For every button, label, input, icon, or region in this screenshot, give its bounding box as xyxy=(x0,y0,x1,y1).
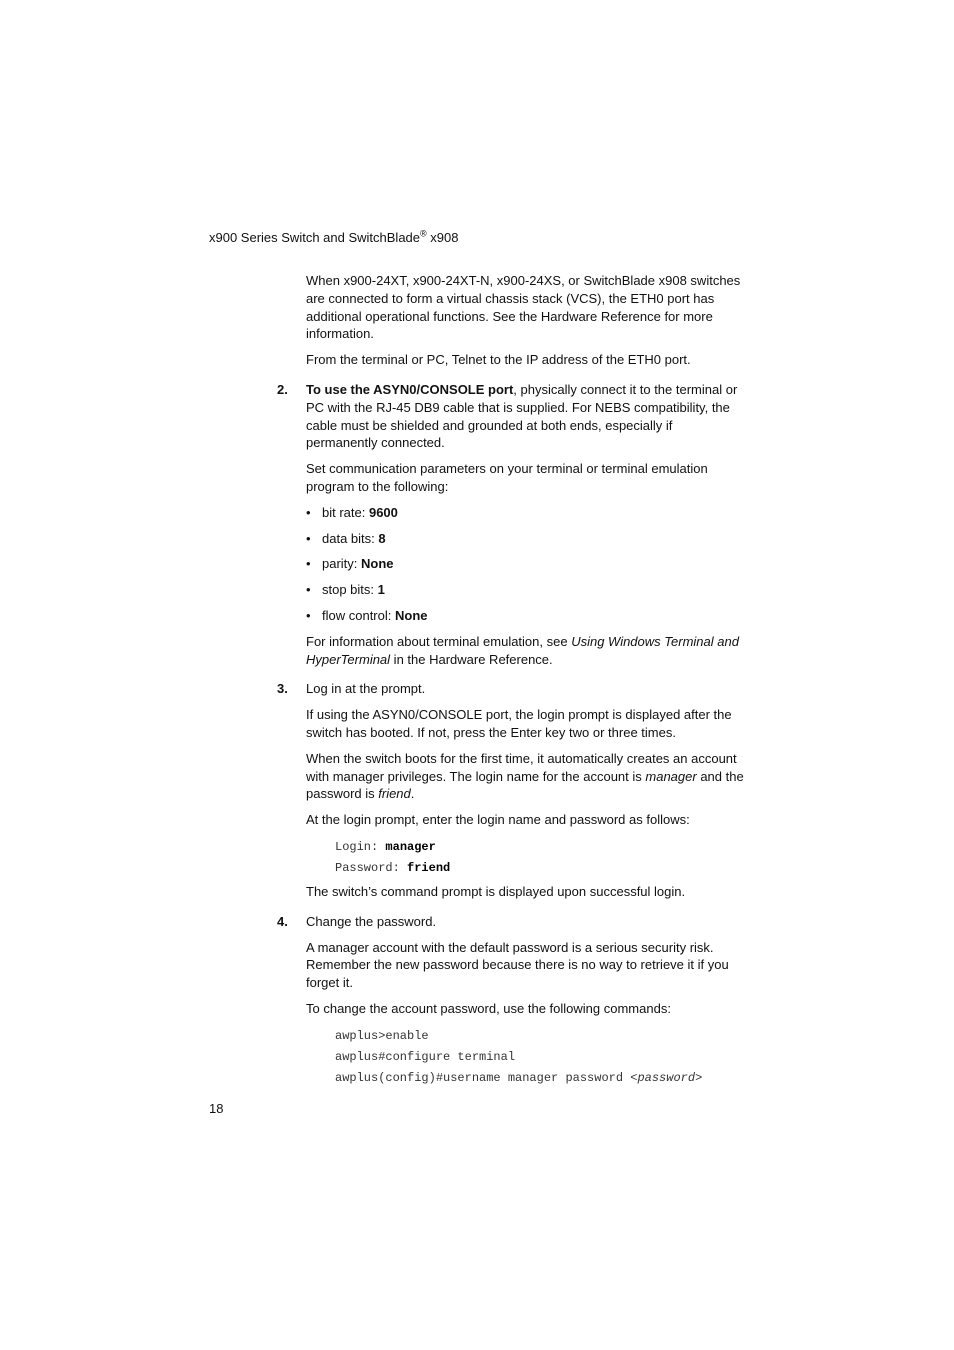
param-label: parity: xyxy=(322,556,362,572)
step-2-number: 2. xyxy=(277,381,288,397)
step-3-login-instruction: At the login prompt, enter the login name and password as follows: xyxy=(306,812,690,828)
code-line-password: Password: friend xyxy=(335,860,451,875)
list-item xyxy=(306,581,746,599)
reference-title: Using Windows Terminal and HyperTerminal xyxy=(306,633,739,667)
list-item xyxy=(306,504,746,522)
param-value: None xyxy=(394,607,428,623)
code-line-enable: awplus>enable xyxy=(335,1028,429,1043)
login-code-block xyxy=(335,837,746,879)
code-line-configure: awplus#configure terminal xyxy=(335,1049,516,1064)
step-4 xyxy=(277,913,746,1089)
param-label: bit rate: xyxy=(322,504,369,520)
terminal-emulation-note: For information about terminal emulation, see Using Windows Terminal and HyperTerminal in the Hardware Reference. xyxy=(306,633,739,667)
password-code-block xyxy=(335,1026,746,1089)
default-password: friend xyxy=(378,786,411,802)
step-3-number: 3. xyxy=(277,681,288,697)
param-value: None xyxy=(361,556,394,572)
step-2 xyxy=(277,381,746,668)
list-item xyxy=(306,555,746,573)
bullet-icon: • xyxy=(306,556,311,572)
step-3-success-note: The switch’s command prompt is displayed upon successful login. xyxy=(306,883,686,899)
step-2-comm-params: Set communication parameters on your terminal or terminal emulation program to the following: xyxy=(306,461,708,494)
running-header xyxy=(209,229,458,247)
default-login-name: manager xyxy=(645,768,697,784)
step-3 xyxy=(277,680,746,900)
intro-paragraph-telnet: From the terminal or PC, Telnet to the IP address of the ETH0 port. xyxy=(306,352,691,368)
bullet-icon: • xyxy=(306,530,311,546)
registered-mark: ® xyxy=(420,228,427,239)
param-value: 9600 xyxy=(368,504,398,520)
bullet-icon: • xyxy=(306,607,311,623)
step-4-title: Change the password. xyxy=(306,913,437,929)
list-item xyxy=(306,530,746,548)
param-value: 8 xyxy=(378,530,386,546)
step-4-security-warning: A manager account with the default password is a serious security risk. Remember the new password because there is no way to retrieve it if you forget it. xyxy=(306,939,729,991)
header-model: x908 xyxy=(426,230,459,245)
code-line-username: awplus(config)#username manager password <password> xyxy=(335,1070,703,1085)
param-label: flow control: xyxy=(322,607,395,623)
param-label: stop bits: xyxy=(322,582,378,598)
intro-paragraph-vcs: When x900-24XT, x900-24XT-N, x900-24XS, or SwitchBlade x908 switches are connected to form a virtual chassis stack (VCS), the ETH0 port has additional operational functions. See the Hardware Reference for more information. xyxy=(306,273,741,342)
param-value: 1 xyxy=(377,582,385,598)
step-4-commands-intro: To change the account password, use the following commands: xyxy=(306,1000,671,1016)
code-line-login: Login: manager xyxy=(335,839,436,854)
page-number: 18 xyxy=(209,1101,224,1116)
bullet-icon: • xyxy=(306,504,311,520)
bullet-icon: • xyxy=(306,582,311,598)
step-4-number: 4. xyxy=(277,913,288,929)
main-content xyxy=(277,272,746,1093)
comm-params-list xyxy=(306,504,746,625)
step-3-title: Log in at the prompt. xyxy=(306,681,426,697)
header-title: x900 Series Switch and SwitchBlade xyxy=(209,230,421,245)
step-2-rest: , physically connect it to the terminal or PC with the RJ-45 DB9 cable that is supplied. For NEBS compatibility, the cable must be shielded and grounded at both ends, especially if permanently connected. xyxy=(306,381,738,451)
step-2-lead: To use the ASYN0/CONSOLE port xyxy=(306,381,514,397)
list-item xyxy=(306,607,746,625)
step-3-default-account: When the switch boots for the first time, it automatically creates an account with manager privileges. The login name for the account is manager and the password is friend. xyxy=(306,750,744,802)
param-label: data bits: xyxy=(322,530,379,546)
step-3-console-note: If using the ASYN0/CONSOLE port, the login prompt is displayed after the switch has booted. If not, press the Enter key two or three times. xyxy=(306,707,732,740)
step-2-paragraph xyxy=(306,381,746,452)
